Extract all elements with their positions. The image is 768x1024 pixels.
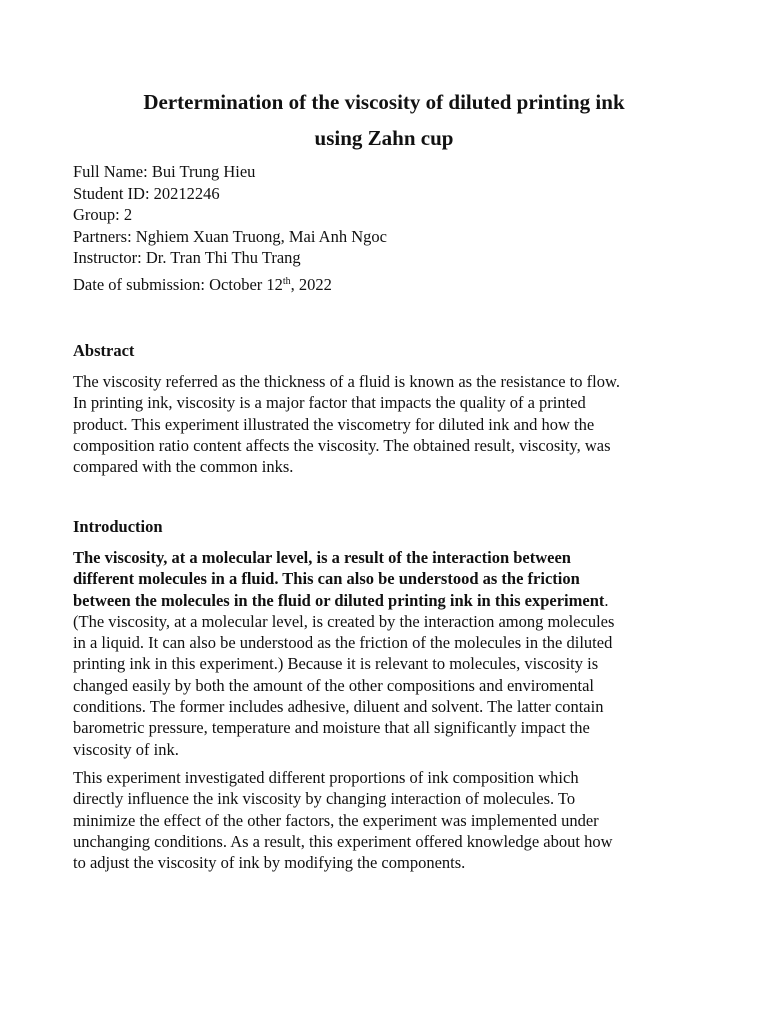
submission-date xyxy=(73,274,713,296)
intro-bold-tail: . xyxy=(604,590,609,610)
introduction-paragraph-1 xyxy=(73,547,685,760)
introduction-paragraph-2 xyxy=(73,767,685,873)
intro-line: changed easily by both the amount of the other compositions and enviromental xyxy=(73,675,594,695)
abstract-line: compared with the common inks. xyxy=(73,457,294,477)
author-info xyxy=(73,161,713,295)
document-title-line-1: Dertermination of the viscosity of diluted printing ink xyxy=(143,90,625,114)
intro-bold-line-with-tail xyxy=(73,590,685,611)
abstract-paragraph xyxy=(73,371,685,477)
abstract-heading: Abstract xyxy=(73,341,135,360)
intro-bold-line: The viscosity, at a molecular level, is a result of the interaction between xyxy=(73,548,571,567)
introduction-heading: Introduction xyxy=(73,517,163,536)
abstract-line: In printing ink, viscosity is a major factor that impacts the quality of a printed xyxy=(73,393,586,413)
intro-line: This experiment investigated different proportions of ink composition which xyxy=(73,768,579,787)
abstract-line: product. This experiment illustrated the viscometry for diluted ink and how the xyxy=(73,414,595,434)
student-id: Student ID: 20212246 xyxy=(73,183,220,203)
submission-date-superscript: th xyxy=(282,275,291,287)
document-title-line-2: using Zahn cup xyxy=(314,126,454,150)
intro-line: directly influence the ink viscosity by changing interaction of molecules. To xyxy=(73,789,576,809)
intro-line: in a liquid. It can also be understood as the friction of the molecules in the diluted xyxy=(73,633,613,653)
intro-line: viscosity of ink. xyxy=(73,739,179,759)
intro-line: to adjust the viscosity of ink by modifying the components. xyxy=(73,853,466,873)
abstract-line: composition ratio content affects the viscosity. The obtained result, viscosity, was xyxy=(73,435,611,455)
intro-line: printing ink in this experiment.) Because it is relevant to molecules, viscosity is xyxy=(73,654,599,674)
intro-bold-line: between the molecules in the fluid or diluted printing ink in this experiment xyxy=(73,590,605,610)
intro-line: barometric pressure, temperature and moisture that all significantly impact the xyxy=(73,718,590,738)
intro-line: (The viscosity, at a molecular level, is created by the interaction among molecules xyxy=(73,611,615,631)
group: Group: 2 xyxy=(73,205,133,224)
partners: Partners: Nghiem Xuan Truong, Mai Anh Ngoc xyxy=(73,226,387,246)
instructor: Instructor: Dr. Tran Thi Thu Trang xyxy=(73,248,301,267)
abstract-line: The viscosity referred as the thickness of a fluid is known as the resistance to flow. xyxy=(73,372,620,391)
intro-line: minimize the effect of the other factors, the experiment was implemented under xyxy=(73,810,599,830)
full-name: Full Name: Bui Trung Hieu xyxy=(73,162,256,181)
intro-line: unchanging conditions. As a result, this experiment offered knowledge about how xyxy=(73,831,613,851)
intro-bold-line: different molecules in a fluid. This can also be understood as the friction xyxy=(73,569,580,589)
submission-date-suffix: , 2022 xyxy=(290,274,332,294)
intro-line: conditions. The former includes adhesive, diluent and solvent. The latter contain xyxy=(73,697,604,717)
submission-date-prefix: Date of submission: October 12 xyxy=(73,274,283,294)
